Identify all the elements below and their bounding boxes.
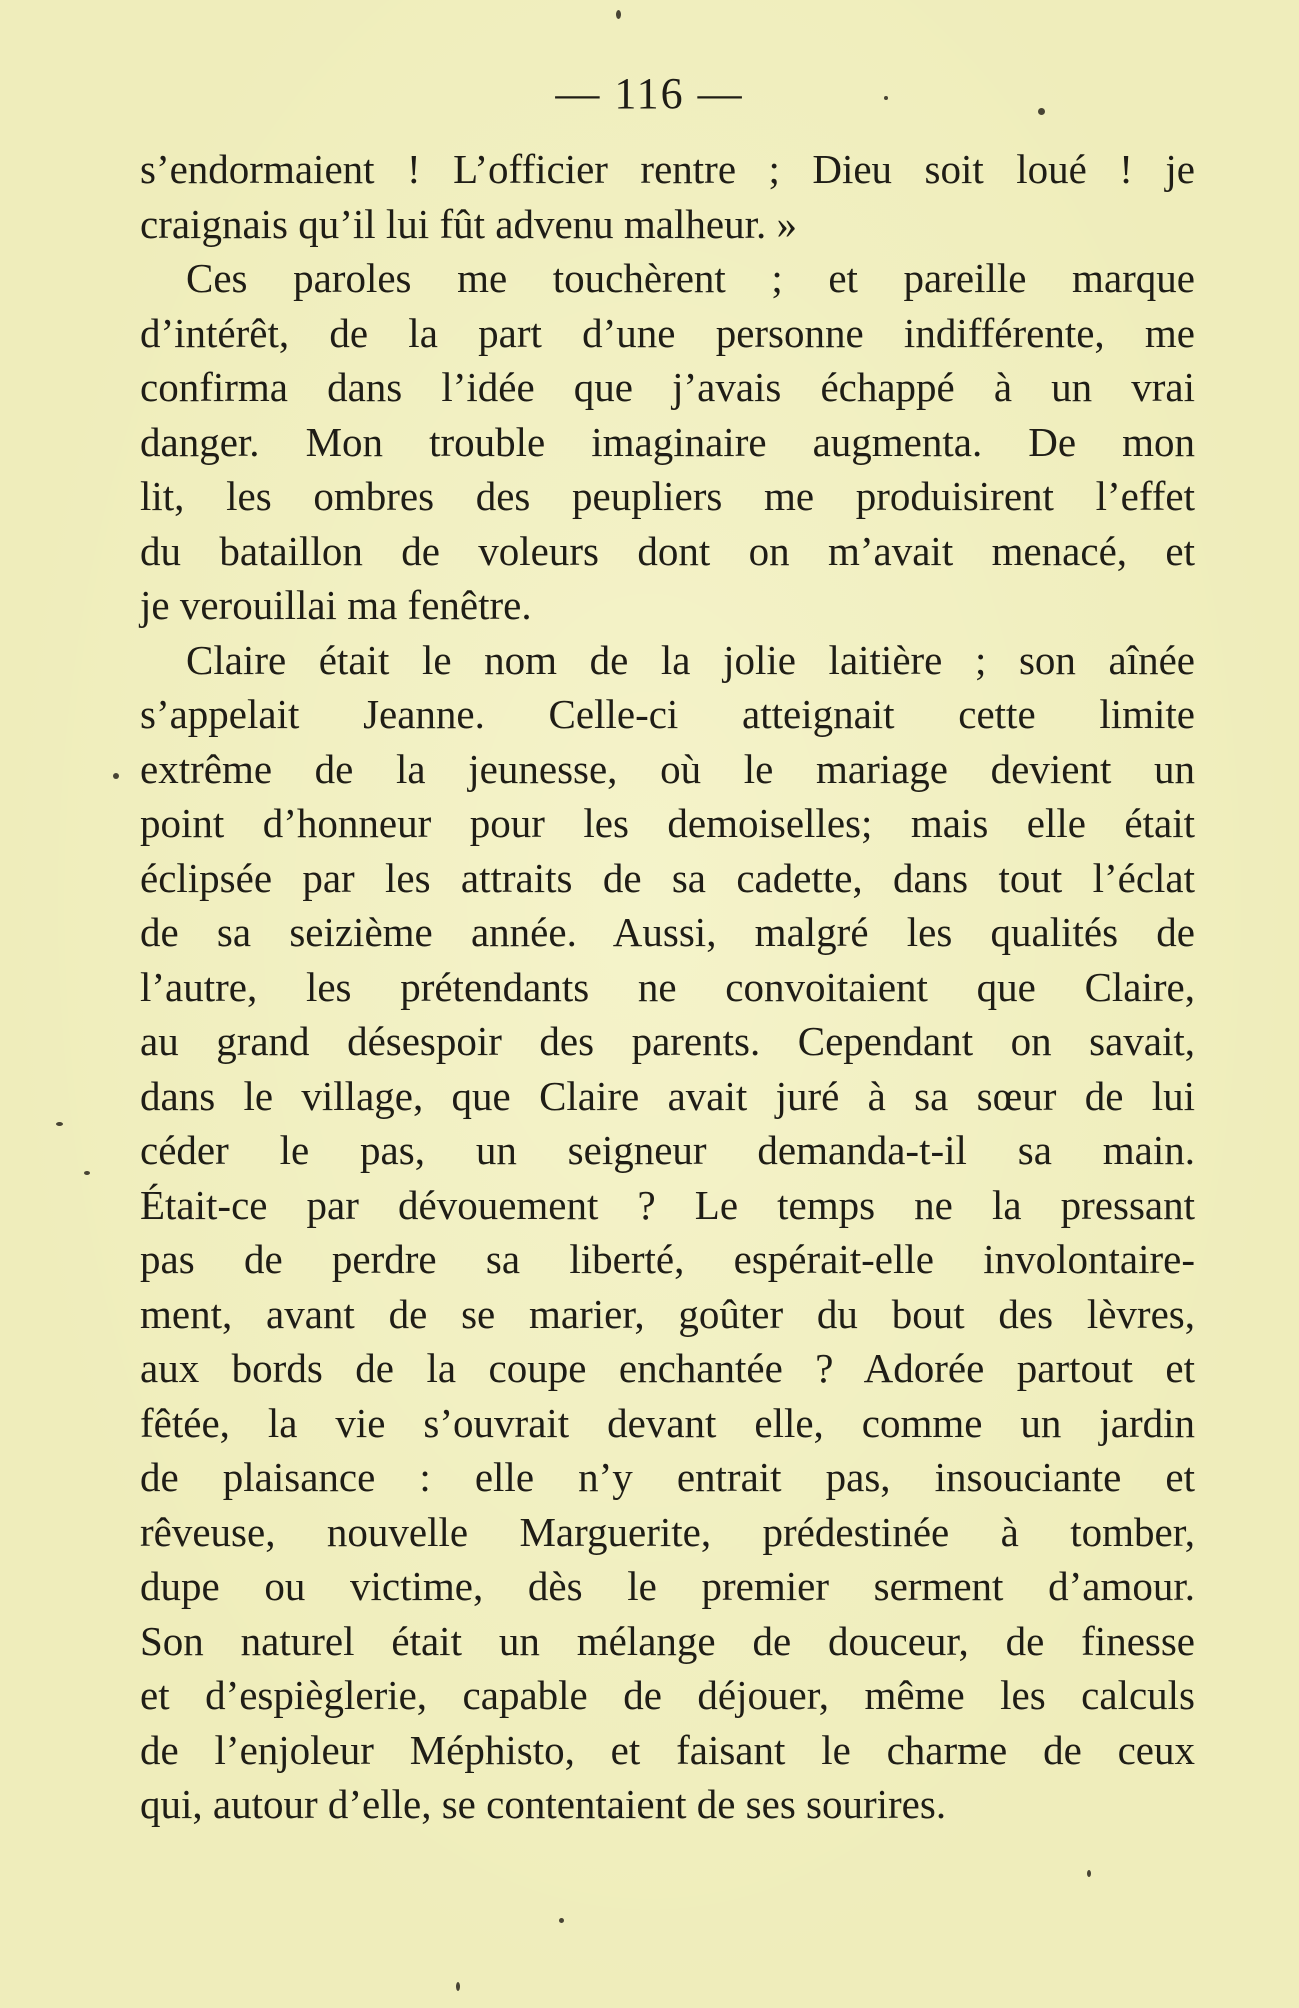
text-line: dans le village, que Claire avait juré à sa sœur de lui bbox=[140, 1072, 1195, 1119]
text-line: au grand désespoir des parents. Cependant on savait, bbox=[140, 1018, 1195, 1064]
ink-speck bbox=[56, 1122, 63, 1126]
text-line: du bataillon de voleurs dont on m’avait menacé, et bbox=[140, 527, 1195, 574]
text-line: ment, avant de se marier, goûter du bout des lèvres, bbox=[140, 1290, 1195, 1337]
text-line: rêveuse, nouvelle Marguerite, prédestinée à tomber, bbox=[140, 1508, 1195, 1555]
text-line: qui, autour d’elle, se contentaient de ses sourires. bbox=[140, 1781, 947, 1827]
text-line: dupe ou victime, dès le premier serment d’amour. bbox=[140, 1563, 1195, 1609]
ink-speck bbox=[456, 1982, 460, 1991]
text-line: craignais qu’il lui fût advenu malheur. » bbox=[140, 200, 797, 247]
text-line: de sa seizième année. Aussi, malgré les qualités de bbox=[140, 909, 1195, 955]
ink-speck bbox=[559, 1918, 564, 1923]
text-line: je verouillai ma fenêtre. bbox=[140, 582, 532, 628]
text-line: lit, les ombres des peupliers me produisirent l’effet bbox=[140, 473, 1195, 519]
text-line: extrême de la jeunesse, où le mariage devient un bbox=[140, 745, 1195, 792]
body-text bbox=[140, 142, 1195, 1832]
text-line: céder le pas, un seigneur demanda-t-il sa main. bbox=[140, 1127, 1195, 1173]
text-line: confirma dans l’idée que j’avais échappé à un vrai bbox=[140, 364, 1195, 410]
text-line: de plaisance : elle n’y entrait pas, insouciante et bbox=[140, 1454, 1195, 1500]
page-number: — 116 — bbox=[555, 69, 744, 118]
ink-speck bbox=[1087, 1870, 1091, 1877]
text-line: éclipsée par les attraits de sa cadette, dans tout l’éclat bbox=[140, 854, 1195, 901]
text-line: fêtée, la vie s’ouvrait devant elle, comme un jardin bbox=[140, 1399, 1195, 1446]
text-line: s’endormaient ! L’officier rentre ; Dieu soit loué ! je bbox=[140, 146, 1195, 192]
text-line: s’appelait Jeanne. Celle-ci atteignait cette limite bbox=[140, 691, 1195, 737]
text-line: et d’espièglerie, capable de déjouer, même les calculs bbox=[140, 1672, 1195, 1718]
ink-speck bbox=[616, 10, 621, 19]
text-line: pas de perdre sa liberté, espérait-elle involontaire- bbox=[140, 1236, 1195, 1282]
ink-speck bbox=[113, 773, 119, 779]
text-line: Était-ce par dévouement ? Le temps ne la pressant bbox=[140, 1181, 1195, 1228]
text-line: Ces paroles me touchèrent ; et pareille marque bbox=[186, 255, 1195, 301]
text-line: danger. Mon trouble imaginaire augmenta. De mon bbox=[140, 418, 1195, 465]
text-line: point d’honneur pour les demoiselles; mais elle était bbox=[140, 800, 1195, 846]
text-line: de l’enjoleur Méphisto, et faisant le charme de ceux bbox=[140, 1726, 1195, 1773]
ink-speck bbox=[884, 96, 888, 100]
text-line: Son naturel était un mélange de douceur, de finesse bbox=[140, 1617, 1195, 1664]
text-line: Claire était le nom de la jolie laitière ; son aînée bbox=[186, 636, 1195, 683]
ink-speck bbox=[1038, 108, 1045, 115]
text-line: d’intérêt, de la part d’une personne indifférente, me bbox=[140, 309, 1195, 356]
text-line: aux bords de la coupe enchantée ? Adorée partout et bbox=[140, 1345, 1195, 1391]
ink-speck bbox=[84, 1171, 90, 1175]
text-line: l’autre, les prétendants ne convoitaient que Claire, bbox=[140, 963, 1195, 1010]
